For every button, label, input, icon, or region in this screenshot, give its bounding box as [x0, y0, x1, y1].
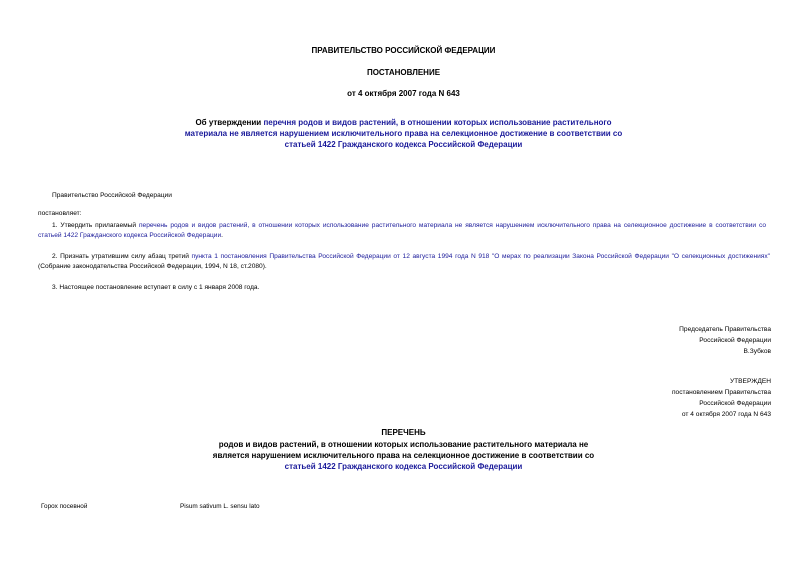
list-item-name-ru: Горох посевной [41, 503, 88, 510]
paragraph-2 [38, 252, 770, 272]
p2-suffix: (Собрание законодательства Российской Федерации, 1994, N 18, ст.2080). [38, 263, 267, 270]
title-link[interactable]: перечня родов и видов растений, в отношении которых использование растительного материала не является нарушением исключительного права на селекционное достижение в соответствии со статьей 1422 Гражданского кодекса Российской Федерации [184, 118, 623, 149]
signature-title: Председатель Правительства [679, 326, 771, 333]
paragraph-1 [38, 221, 766, 241]
p1-suffix: . [221, 232, 223, 239]
signature-country: Российской Федерации [699, 337, 771, 344]
p1-prefix: 1. Утвердить прилагаемый [52, 222, 139, 229]
list-subtitle-plain: родов и видов растений, в отношении которых использование растительного материала не является нарушением исключительного права на селекционное достижение в соответствии со [212, 440, 595, 460]
list-item-name-lat: Pisum sativum L. sensu lato [180, 503, 260, 510]
approval-date: от 4 октября 2007 года N 643 [681, 411, 771, 418]
decrees-line: постановляет: [38, 210, 82, 217]
list-subtitle-link[interactable]: статьей 1422 Гражданского кодекса Российской Федерации [284, 462, 523, 471]
paragraph-3: 3. Настоящее постановление вступает в силу с 1 января 2008 года. [52, 284, 260, 291]
government-line: Правительство Российской Федерации [52, 192, 172, 199]
approval-label: УТВЕРЖДЕН [729, 378, 771, 385]
document-type: ПОСТАНОВЛЕНИЕ [366, 68, 441, 77]
p2-link[interactable]: пункта 1 постановления Правительства Российской Федерации от 12 августа 1994 года N 918 "О мерах по реализации Закона Российской Федерации "О селекционных достижениях" [191, 253, 770, 260]
document-date-number: от 4 октября 2007 года N 643 [347, 89, 460, 98]
title-prefix: Об утверждении [195, 118, 264, 127]
government-heading: ПРАВИТЕЛЬСТВО РОССИЙСКОЙ ФЕДЕРАЦИИ [311, 46, 496, 55]
p1-link[interactable]: перечень родов и видов растений, в отношении которых использование растительного материала не является нарушением исключительного права на селекционное достижение в соответствии со статьей 1422 Гражданского кодекса Российской Федерации [38, 222, 766, 239]
signature-name: В.Зубков [743, 348, 771, 355]
approval-by: постановлением Правительства [671, 389, 771, 396]
p2-prefix: 2. Признать утратившим силу абзац третий [52, 253, 192, 260]
list-heading: ПЕРЕЧЕНЬ [381, 428, 426, 437]
approval-country: Российской Федерации [699, 400, 771, 407]
document-title [180, 117, 627, 150]
signature-block [571, 324, 771, 357]
approval-block [571, 376, 771, 420]
list-subtitle [212, 439, 595, 472]
